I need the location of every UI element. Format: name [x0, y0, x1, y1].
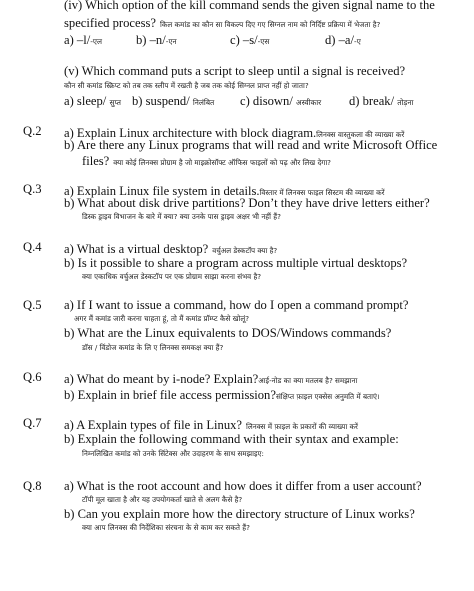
q1-iv-option-c: c) –s/-एस: [230, 33, 270, 47]
q4-b-hi: क्या एकाधिक वर्चुअल डेस्कटॉप पर एक प्रोग्राम साझा करना संभव है?: [82, 272, 262, 281]
q4-a: a) What is a virtual desktop? वर्चुअल डेस्कटॉप क्या है?: [64, 242, 278, 256]
q8-b-hi: क्या आप लिनक्स की निर्देशिका संरचना के से काम कर सकते हैं?: [82, 523, 250, 532]
question-number-q5: Q.5: [23, 298, 42, 312]
q1-v-line1: (v) Which command puts a script to sleep until a signal is received?: [64, 64, 406, 78]
q2-b-line2: files? क्या कोई लिनक्स प्रोग्राम है जो माइक्रोसॉफ्ट ऑफिस फाइलों को पढ़ और लिख देगा?: [82, 154, 331, 168]
q7-a: a) A Explain types of file in Linux? लिनक्स में फ़ाइल के प्रकारों की व्याख्या करें: [64, 418, 358, 432]
q1-iv-line2: [64, 14, 380, 32]
q1-iv-option-b: b) –n/-एन: [136, 33, 177, 47]
q2-b-line1: b) Are there any Linux programs that will read and write Microsoft Office: [64, 138, 438, 152]
q1-iv-option-a: a) –l/-एल: [64, 33, 102, 47]
q6-a: a) What do meant by i-node? Explain?आई-नोड का क्या मतलब है? समझाना: [64, 372, 358, 386]
q5-b-hi: डॉस / विंडोज कमांड के लि ए लिनक्स समकक्ष क्या हैं?: [82, 343, 224, 352]
question-number-q2: Q.2: [23, 124, 42, 138]
q5-a: a) If I want to issue a command, how do I open a command prompt?: [64, 298, 409, 312]
question-number-q6: Q.6: [23, 370, 42, 384]
q1-v-option-c: c) disown/ अस्वीकार: [240, 94, 322, 108]
q1-v-option-d: d) break/ तोड़ना: [349, 94, 414, 108]
q3-a: a) Explain Linux file system in details.विस्तार में लिनक्स फाइल सिस्टम की व्याख्या करें: [64, 184, 385, 198]
question-number-q3: Q.3: [23, 182, 42, 196]
question-number-q8: Q.8: [23, 479, 42, 493]
q7-b: b) Explain the following command with their syntax and example:: [64, 432, 399, 446]
q1-iv-line2-en: specified process?: [64, 16, 156, 30]
q8-b: b) Can you explain more how the directory structure of Linux works?: [64, 507, 415, 521]
q8-a-hi: टॉपी मूल खाता है और यह उपयोगकर्ता खाते से अलग कैसे है?: [82, 495, 243, 504]
q1-v-option-a: a) sleep/ सुप्त: [64, 94, 121, 108]
q6-b: b) Explain in brief file access permission?संक्षिप्त फ़ाइल एक्सेस अनुमति में बताएं।: [64, 388, 380, 402]
q8-a: a) What is the root account and how does it differ from a user account?: [64, 479, 422, 493]
q1-v-option-b: b) suspend/ निलंबित: [132, 94, 215, 108]
q4-b: b) Is it possible to share a program across multiple virtual desktops?: [64, 256, 408, 270]
q3-b: b) What about disk drive partitions? Don’t they have drive letters either?: [64, 196, 430, 210]
question-number-q7: Q.7: [23, 416, 42, 430]
q5-a-hi: अगर मैं कमांड जारी करना चाहता हूं, तो मैं कमांड प्रॉम्प्ट कैसे खोलूं?: [74, 314, 250, 323]
q1-iv-line1: (iv) Which option of the kill command sends the given signal name to the: [64, 0, 435, 12]
q1-v-line2-hi: कौन सी कमांड स्क्रिप्ट को तब तक स्लीप में रखती है जब तक कोई सिग्नल प्राप्त नहीं हो जाता?: [64, 81, 309, 90]
q1-iv-option-d: d) –a/-ए: [325, 33, 361, 47]
question-number-q4: Q.4: [23, 240, 42, 254]
q5-b: b) What are the Linux equivalents to DOS/Windows commands?: [64, 326, 392, 340]
q1-iv-line2-hi: किल कमांड का कौन सा विकल्प दिए गए सिग्नल नाम को निर्दिष्ट प्रक्रिया में भेजता है?: [159, 20, 381, 29]
q2-a: a) Explain Linux architecture with block diagram.लिनक्स वास्तुकला की व्याख्या करें: [64, 126, 405, 140]
q3-b-hi: डिस्क ड्राइव विभाजन के बारे में क्या? क्या उनके पास ड्राइव अक्षर भी नहीं हैं?: [82, 212, 281, 221]
q7-b-hi: निम्नलिखित कमांड को उनके सिंटेक्स और उदाहरण के साथ समझाइए:: [82, 449, 264, 458]
